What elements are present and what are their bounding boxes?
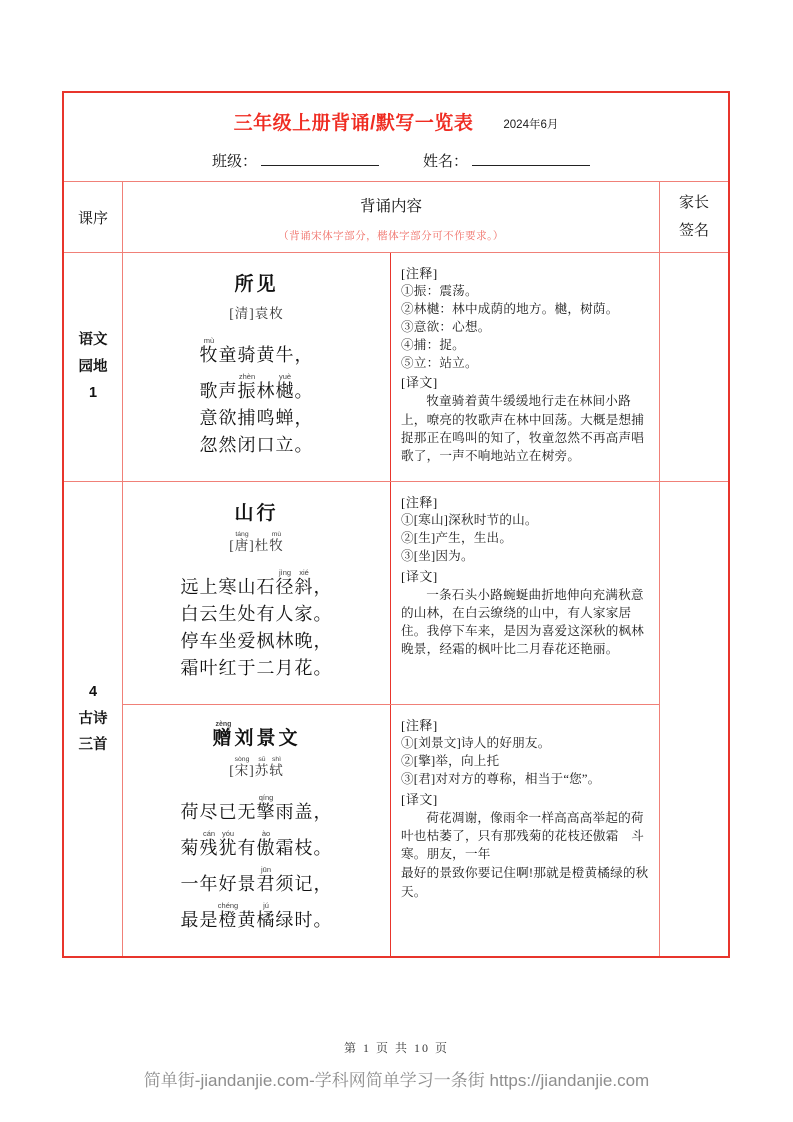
poem-notes-area bbox=[391, 482, 659, 704]
han-char: 清 bbox=[234, 306, 250, 321]
pinyin: zèng bbox=[212, 721, 235, 728]
ruby-char: 径jìng bbox=[275, 568, 295, 597]
note-item: ②[擎]举，向上托 bbox=[401, 753, 500, 768]
lesson-seq-cell bbox=[64, 253, 123, 481]
poem-notes-area bbox=[391, 253, 659, 481]
translation-body: 牧童骑着黄牛缓缓地行走在林间小路上，嘹亮的牧歌声在林中回荡。大概是想捕捉那正在鸣叫的知了，牧童忽然不再高声唱歌了，一声不响地站立在树旁。 bbox=[401, 394, 645, 464]
pinyin: shì bbox=[269, 756, 284, 763]
ruby-char: 宋sòng bbox=[234, 756, 250, 778]
pinyin: yóu bbox=[218, 829, 238, 838]
han-char: 黄 bbox=[256, 345, 276, 365]
notes-heading: [注释] bbox=[401, 495, 438, 510]
pinyin: jú bbox=[256, 901, 276, 910]
han-char: 牛 bbox=[275, 345, 295, 365]
lesson-seq-cell bbox=[64, 482, 123, 956]
note-item: ③[君]对对方的尊称，相当于“您”。 bbox=[401, 771, 601, 786]
ruby-char: 苏sū bbox=[254, 756, 270, 778]
han-char: 有 bbox=[237, 838, 257, 858]
han-char: ， bbox=[313, 631, 333, 651]
han-char: ] bbox=[249, 538, 255, 553]
han-char: 好 bbox=[218, 874, 238, 894]
han-char: 。 bbox=[313, 604, 333, 624]
han-char: 林 bbox=[275, 631, 295, 651]
pinyin: sòng bbox=[234, 756, 250, 763]
parent-signature-cell[interactable] bbox=[660, 482, 728, 956]
name-field-label: 姓名： bbox=[423, 154, 469, 170]
notes-heading: [注释] bbox=[401, 266, 438, 281]
note-item: ①[寒山]深秋时节的山。 bbox=[401, 513, 538, 527]
column-header-content bbox=[123, 182, 660, 252]
han-char: ] bbox=[249, 306, 255, 321]
lesson-seq-line: 古诗 bbox=[78, 710, 108, 727]
han-char: 景 bbox=[237, 874, 257, 894]
han-char: 景 bbox=[256, 728, 279, 749]
lesson-seq-line: 语文 bbox=[78, 331, 108, 348]
poem-line bbox=[200, 409, 314, 427]
han-char: 所 bbox=[234, 274, 257, 295]
han-char: 寒 bbox=[218, 577, 238, 597]
translation-heading: [译文] bbox=[401, 568, 438, 584]
han-char: [ bbox=[229, 763, 235, 778]
class-field[interactable] bbox=[212, 150, 379, 171]
han-char: 立 bbox=[275, 435, 295, 455]
signature-label-line2: 签名 bbox=[678, 223, 709, 239]
han-char: 有 bbox=[256, 604, 276, 624]
ruby-char: 轼shì bbox=[269, 756, 284, 778]
ruby-char: 牧mù bbox=[199, 336, 219, 365]
translation-body: 一条石头小路蜿蜒曲折地伸向充满秋意的山林，在白云缭绕的山中，有人家家居住。我停下车来，是因为喜爱这深秋的枫林晚景，经霜的枫叶比二月春花还艳丽。 bbox=[401, 587, 645, 657]
poem-line bbox=[181, 632, 333, 650]
pinyin: mù bbox=[199, 336, 219, 345]
han-char: 一 bbox=[180, 874, 200, 894]
translation-heading: [译文] bbox=[401, 791, 438, 807]
lesson-seq-line: 三首 bbox=[78, 737, 108, 754]
han-char: 于 bbox=[237, 658, 257, 678]
note-item: ③[坐]因为。 bbox=[401, 548, 474, 563]
note-item: ⑤立：站立。 bbox=[401, 355, 478, 370]
han-char: 。 bbox=[313, 910, 333, 930]
han-char: 月 bbox=[275, 658, 295, 678]
pinyin: yuè bbox=[275, 372, 295, 381]
lesson-content-cell bbox=[123, 482, 660, 956]
pinyin: sū bbox=[254, 756, 270, 763]
ruby-char: 傲ào bbox=[256, 829, 276, 858]
poem-line bbox=[181, 902, 333, 929]
name-field-line[interactable] bbox=[472, 150, 590, 166]
han-char: 蝉 bbox=[275, 408, 295, 428]
han-char: 袁 bbox=[254, 306, 270, 321]
page-title: 三年级上册背诵/默写一览表 bbox=[233, 113, 474, 134]
han-char: 山 bbox=[234, 503, 257, 524]
poem-line bbox=[200, 337, 314, 364]
han-char: 杜 bbox=[254, 538, 270, 553]
signature-label-line1: 家长 bbox=[678, 194, 709, 211]
pinyin: cán bbox=[199, 829, 219, 838]
ruby-char: 橘jú bbox=[256, 901, 276, 930]
site-watermark: 简单街-jiandanjie.com-学科网简单学习一条街 https://jiandanjie.com bbox=[143, 1071, 650, 1090]
han-char: 。 bbox=[313, 658, 333, 678]
ruby-char: 振zhèn bbox=[237, 372, 257, 401]
lesson-seq-line: 园地 bbox=[78, 358, 108, 375]
ruby-char: 残cán bbox=[199, 829, 219, 858]
han-char: 红 bbox=[218, 658, 238, 678]
han-char: 。 bbox=[294, 381, 314, 401]
han-char: 云 bbox=[199, 604, 219, 624]
han-char: 是 bbox=[199, 910, 219, 930]
han-char: 石 bbox=[256, 577, 276, 597]
han-char: 停 bbox=[180, 631, 200, 651]
han-char: 行 bbox=[256, 503, 279, 524]
han-char: 荷 bbox=[180, 802, 200, 822]
poem-block bbox=[123, 705, 659, 956]
ruby-char: 牧mù bbox=[269, 531, 284, 553]
han-char: 时 bbox=[294, 910, 314, 930]
han-char: 坐 bbox=[218, 631, 238, 651]
lesson-content-cell bbox=[123, 253, 660, 481]
han-char: 已 bbox=[218, 802, 238, 822]
han-char: 爱 bbox=[237, 631, 257, 651]
han-char: ] bbox=[249, 763, 255, 778]
han-char: 盖 bbox=[294, 802, 314, 822]
han-char: 人 bbox=[275, 604, 295, 624]
poem-block bbox=[123, 482, 659, 705]
han-char: 刘 bbox=[234, 728, 257, 749]
page-number: 第 1 页 共 10 页 bbox=[343, 1041, 449, 1055]
han-char: 枚 bbox=[269, 306, 284, 321]
han-char: 枫 bbox=[256, 631, 276, 651]
han-char: 骑 bbox=[237, 345, 257, 365]
poem-notes-area bbox=[391, 705, 659, 956]
han-char: 生 bbox=[218, 604, 238, 624]
poem-author bbox=[229, 302, 284, 322]
translation-body: 荷花凋谢，像雨伞一样高高高举起的荷叶也枯萎了，只有那残菊的花枝还傲霜 斗寒。朋友，一年 bbox=[401, 810, 645, 862]
han-char: 霜 bbox=[180, 658, 200, 678]
han-char: 然 bbox=[218, 435, 238, 455]
poem-author bbox=[229, 531, 284, 554]
han-char: 远 bbox=[180, 577, 200, 597]
ruby-char: 犹yóu bbox=[218, 829, 238, 858]
han-char: 最 bbox=[180, 910, 200, 930]
lesson-seq-line: 4 bbox=[88, 683, 98, 700]
class-field-line[interactable] bbox=[261, 150, 379, 166]
lesson-row bbox=[64, 482, 728, 956]
han-char: 无 bbox=[237, 802, 257, 822]
han-char: ， bbox=[313, 874, 333, 894]
column-header-signature bbox=[660, 182, 728, 252]
han-char: 白 bbox=[180, 604, 200, 624]
column-header-seq: 课序 bbox=[64, 182, 123, 252]
han-char: 枝 bbox=[294, 838, 314, 858]
ruby-char: 赠zèng bbox=[212, 721, 235, 749]
han-char: 。 bbox=[313, 838, 333, 858]
poem-line bbox=[181, 794, 333, 821]
poem-line bbox=[181, 866, 333, 893]
column-header-row bbox=[64, 182, 728, 253]
poem-line bbox=[181, 830, 333, 857]
han-char: 尽 bbox=[199, 802, 219, 822]
pinyin: xié bbox=[294, 568, 314, 577]
han-char: 叶 bbox=[199, 658, 219, 678]
title-row bbox=[64, 103, 728, 135]
han-char: 山 bbox=[237, 577, 257, 597]
han-char: 意 bbox=[199, 408, 219, 428]
han-char: 黄 bbox=[237, 910, 257, 930]
document-date: 2024年6月 bbox=[503, 119, 559, 131]
pinyin: qíng bbox=[256, 793, 276, 802]
parent-signature-cell[interactable] bbox=[660, 253, 728, 481]
han-char: 年 bbox=[199, 874, 219, 894]
pinyin: ào bbox=[256, 829, 276, 838]
han-char: ， bbox=[313, 802, 333, 822]
column-header-content-title: 背诵内容 bbox=[359, 197, 422, 215]
han-char: 林 bbox=[256, 381, 276, 401]
ruby-char: 斜xié bbox=[294, 568, 314, 597]
class-field-label: 班级： bbox=[211, 154, 257, 170]
ruby-char: 唐táng bbox=[234, 531, 250, 553]
han-char: 雨 bbox=[275, 802, 295, 822]
note-item: ④捕：捉。 bbox=[401, 337, 465, 352]
pinyin: jūn bbox=[256, 865, 276, 874]
poem-author bbox=[229, 756, 284, 779]
table-body bbox=[64, 253, 728, 956]
han-char: 花 bbox=[294, 658, 314, 678]
poem-text-area bbox=[123, 253, 391, 481]
pinyin: táng bbox=[234, 531, 250, 538]
han-char: 捕 bbox=[237, 408, 257, 428]
han-char: 霜 bbox=[275, 838, 295, 858]
note-item: ①振：震荡。 bbox=[401, 284, 478, 298]
poem-lines bbox=[181, 789, 333, 938]
poem-text-area bbox=[123, 705, 391, 956]
student-fields bbox=[64, 150, 728, 171]
name-field[interactable] bbox=[423, 150, 590, 171]
han-char: 文 bbox=[278, 728, 301, 749]
poem-block bbox=[123, 253, 659, 481]
han-char: ， bbox=[294, 345, 314, 365]
han-char: 闭 bbox=[237, 435, 257, 455]
han-char: 晚 bbox=[294, 631, 314, 651]
han-char: 二 bbox=[256, 658, 276, 678]
han-char: 家 bbox=[294, 604, 314, 624]
lesson-seq-line: 1 bbox=[88, 385, 98, 402]
han-char: 记 bbox=[294, 874, 314, 894]
han-char: 车 bbox=[199, 631, 219, 651]
lesson-row bbox=[64, 253, 728, 482]
han-char: 欲 bbox=[218, 408, 238, 428]
pinyin: mù bbox=[269, 531, 284, 538]
note-item: ②林樾：林中成荫的地方。樾，树荫。 bbox=[401, 301, 619, 316]
han-char: 歌 bbox=[199, 381, 219, 401]
han-char: 处 bbox=[237, 604, 257, 624]
ruby-char: 樾yuè bbox=[275, 372, 295, 401]
table-header-block bbox=[64, 93, 728, 182]
han-char: 忽 bbox=[199, 435, 219, 455]
han-char: 须 bbox=[275, 874, 295, 894]
ruby-char: 橙chéng bbox=[217, 901, 239, 930]
ruby-char: 君jūn bbox=[256, 865, 276, 894]
translation-heading: [译文] bbox=[401, 375, 438, 391]
han-char: ， bbox=[313, 577, 333, 597]
han-char: 声 bbox=[218, 381, 238, 401]
note-item: ②[生]产生，生出。 bbox=[401, 530, 513, 545]
han-char: 童 bbox=[218, 345, 238, 365]
han-char: 菊 bbox=[180, 838, 200, 858]
poem-lines bbox=[181, 564, 333, 686]
han-char: 见 bbox=[256, 274, 279, 295]
ruby-char: 擎qíng bbox=[256, 793, 276, 822]
han-char: [ bbox=[229, 306, 235, 321]
han-char: [ bbox=[229, 538, 235, 553]
poem-line bbox=[200, 373, 314, 400]
poem-line bbox=[181, 569, 333, 596]
han-char: 绿 bbox=[275, 910, 295, 930]
poem-title bbox=[212, 721, 300, 750]
poem-lines bbox=[200, 332, 314, 463]
poem-line bbox=[181, 659, 333, 677]
pinyin: zhèn bbox=[237, 372, 257, 381]
poem-line bbox=[200, 436, 314, 454]
poem-title bbox=[234, 498, 278, 525]
han-char: 口 bbox=[256, 435, 276, 455]
note-item: ①[刘景文]诗人的好朋友。 bbox=[401, 736, 551, 750]
han-char: 上 bbox=[199, 577, 219, 597]
notes-heading: [注释] bbox=[401, 718, 438, 733]
translation-body-continued: 最好的景致你要记住啊!那就是橙黄橘绿的秋天。 bbox=[401, 866, 649, 899]
han-char: 鸣 bbox=[256, 408, 276, 428]
han-char: ， bbox=[294, 408, 314, 428]
column-header-content-note: （背诵宋体字部分，楷体字部分可不作要求。） bbox=[278, 230, 504, 242]
pinyin: jìng bbox=[275, 568, 295, 577]
recitation-table bbox=[62, 91, 730, 958]
poem-line bbox=[181, 605, 333, 623]
han-char: 。 bbox=[294, 435, 314, 455]
poem-title bbox=[234, 269, 278, 296]
poem-text-area bbox=[123, 482, 391, 704]
note-item: ③意欲：心想。 bbox=[401, 319, 491, 334]
pinyin: chéng bbox=[217, 901, 239, 910]
